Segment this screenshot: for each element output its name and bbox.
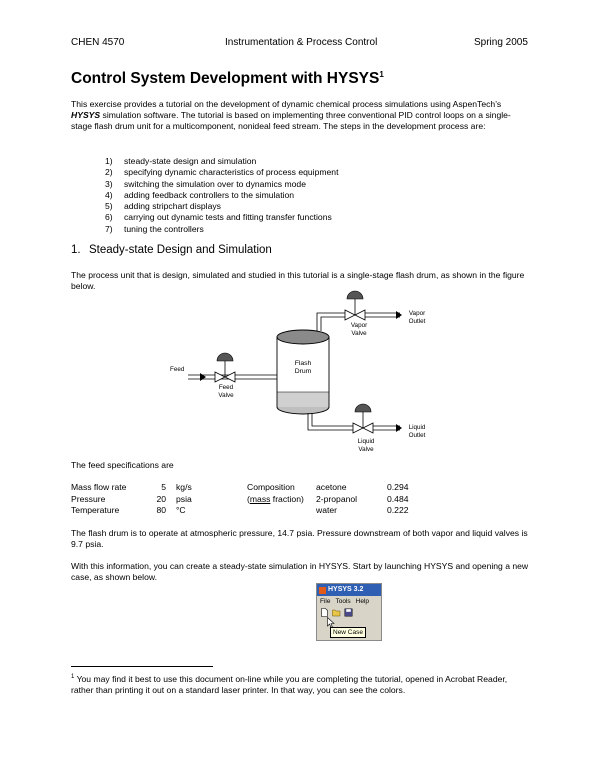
list-item [105,224,338,235]
hysys-menubar [317,596,381,607]
menu-item-file[interactable]: File [320,598,331,605]
header-subject: Instrumentation & Process Control [225,37,378,48]
list-item [105,212,338,223]
page-title [71,70,384,88]
hysys-logo-icon [319,587,326,594]
step-number: 3) [105,178,113,189]
list-item [105,179,338,190]
vapor-valve-symbol [345,291,365,320]
feed-arrow [200,373,206,381]
step-text: switching the simulation over to dynamics mode [124,178,306,189]
steps-list [105,156,338,235]
table-cell: 0.484 [387,493,409,504]
liquid-arrow [396,424,402,432]
list-item [105,201,338,212]
feed-spec-units [176,482,192,517]
feed-label: Feed [170,366,185,373]
liquid-valve-label: Liquid Valve [357,438,375,453]
footnote-text: You may find it best to use this document on-line while you are completing the tutorial, opened in Acrobat Reader, rather than printing it out on a standard laser printer. In that way, you can see the colors. [71,673,508,695]
table-cell: acetone [316,482,347,492]
composition-sublabel: (mass fraction) [247,493,304,504]
menu-item-tools[interactable]: Tools [335,598,351,605]
intro-part2: simulation software. The tutorial is based on implementing three conventional PID control loops on a single-stage flash drum unit for a multicomponent, nonideal feed stream. The steps in the development process are: [71,110,511,131]
liquid-valve-symbol [353,404,373,433]
step-number: 2) [105,167,113,178]
liquid-outlet-label: Liquid Outlet [408,424,426,439]
intro-brand: HYSYS [71,110,101,120]
title-footnote-mark: 1 [379,70,384,79]
feed-valve-symbol [215,353,235,382]
composition-label [247,482,304,505]
liquid-line-b [312,413,353,426]
table-cell: 0.222 [387,505,409,515]
table-row: Pressure [71,493,106,504]
step-number: 1) [105,156,113,166]
title-text: Control System Development with HYSYS [71,70,380,88]
composition-names [316,482,357,517]
header-course: CHEN 4570 [71,37,125,48]
hysys-titlebar [317,584,381,596]
step-text: steady-state design and simulation [124,156,257,166]
composition-title: Composition [247,482,295,492]
flash-drum-label: Flash Drum [294,360,312,375]
open-folder-icon[interactable] [332,608,341,617]
section-title: Steady-state Design and Simulation [89,244,272,256]
new-case-tooltip: New Case [330,627,366,638]
step-text: tuning the controllers [124,223,204,234]
step-text: adding feedback controllers to the simulation [124,189,295,200]
step-text: carrying out dynamic tests and fitting transfer functions [124,212,332,223]
step-number: 7) [105,223,113,234]
unit-paragraph: The process unit that is design, simulated and studied in this tutorial is a single-stage flash drum, as shown in the figure below. [71,270,525,291]
vapor-arrow [396,311,402,319]
list-item [105,167,338,178]
table-cell: water [316,505,338,515]
intro-paragraph [71,99,531,132]
step-number: 6) [105,212,113,223]
table-cell: °C [176,505,186,515]
header-term: Spring 2005 [474,37,528,48]
vapor-valve-label: Vapor Valve [350,322,368,337]
save-icon[interactable] [344,608,353,617]
table-cell: 20 [156,493,166,504]
start-paragraph: With this information, you can create a steady-state simulation in HYSYS. Start by launching HYSYS and opening a new case, as shown below. [71,561,529,582]
section-heading [71,244,272,256]
section-number: 1. [71,244,81,256]
table-cell: 0.294 [387,482,409,492]
hysys-title: HYSYS 3.2 [328,586,364,593]
footnote-mark: 1 [71,674,75,680]
table-cell: kg/s [176,482,192,492]
step-text: specifying dynamic characteristics of process equipment [124,167,339,178]
list-item [105,156,338,167]
table-cell: 80 [156,505,166,515]
vapor-line-b [321,317,345,331]
feed-spec-names [71,482,126,517]
composition-values [387,482,409,517]
new-case-icon[interactable] [320,608,329,617]
table-row: Temperature [71,505,120,515]
hysys-window-screenshot [316,583,382,641]
step-text: adding stripchart displays [124,201,221,212]
feed-spec-values [150,482,166,517]
menu-item-help[interactable]: Help [355,598,370,605]
table-cell: 5 [161,482,166,492]
step-number: 5) [105,201,113,212]
feed-valve-label: Feed Valve [218,384,234,399]
intro-part1: This exercise provides a tutorial on the development of dynamic chemical process simulations using AspenTech’s [71,99,502,109]
footnote-rule [71,666,213,667]
footnote [71,672,531,696]
table-cell: psia [176,493,192,504]
liquid-line-a [308,413,353,430]
feed-spec-intro: The feed specifications are [71,460,174,470]
table-cell: 2-propanol [316,493,358,504]
list-item [105,190,338,201]
pressure-paragraph: The flash drum is to operate at atmospheric pressure, 14.7 psia. Pressure downstream of both vapor and liquid valves is 9.7 psia. [71,528,528,549]
vapor-outlet-label: Vapor Outlet [408,310,426,325]
table-row: Mass flow rate [71,482,127,492]
step-number: 4) [105,189,113,200]
